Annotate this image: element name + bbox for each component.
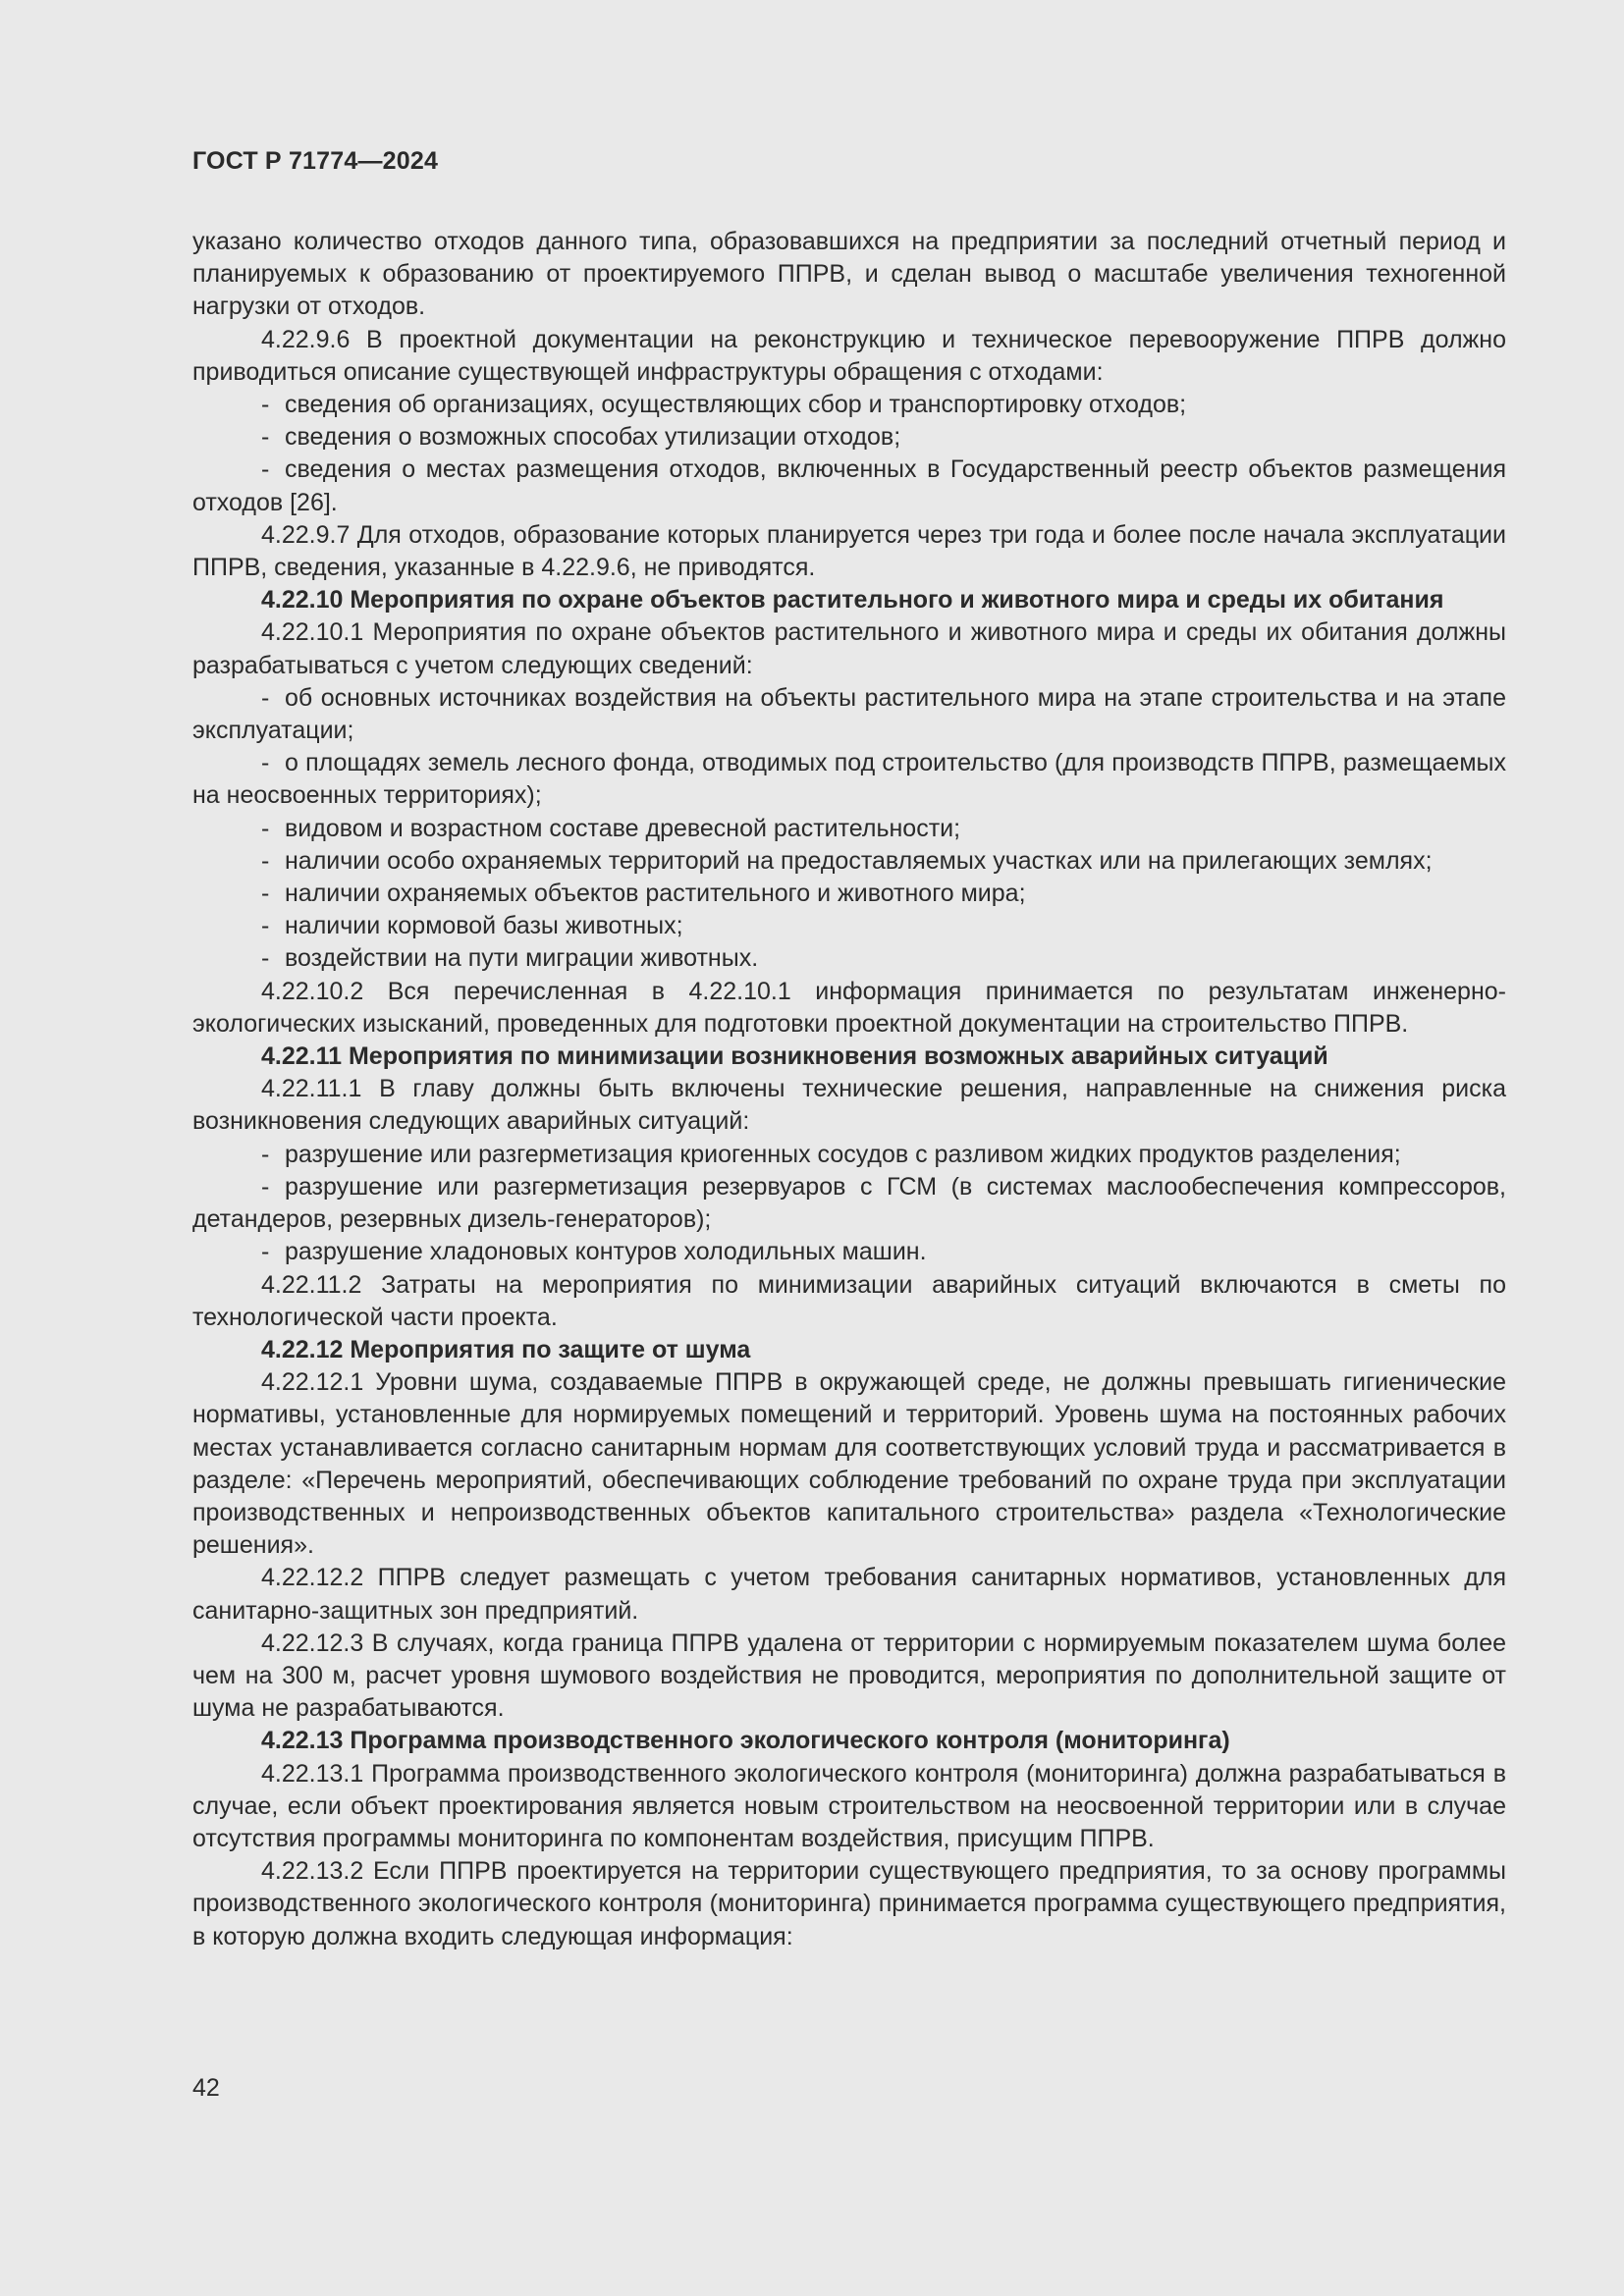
clause-paragraph: 4.22.10.1 Мероприятия по охране объектов растительного и животного мира и среды их обитания должны разрабатываться с учетом следующих сведений: bbox=[192, 618, 1506, 679]
section-heading: 4.22.10 Мероприятия по охране объектов растительного и животного мира и среды их обитания bbox=[261, 586, 1444, 614]
list-item bbox=[192, 747, 1506, 812]
list-item-text: видовом и возрастном составе древесной растительности; bbox=[285, 814, 961, 842]
clause-paragraph: 4.22.10.2 Вся перечисленная в 4.22.10.1 информация принимается по результатам инженерно-экологических изысканий, проведенных для подготовки проектной документации на строительство ППРВ. bbox=[192, 977, 1506, 1038]
dash-bullet: - bbox=[261, 683, 270, 712]
list-item-text: разрушение или разгерметизация резервуаров с ГСМ (в системах маслообеспечения компрессоров, детандеров, резервных дизель-генераторов); bbox=[192, 1172, 1506, 1234]
list-item bbox=[192, 942, 1506, 975]
section-heading: 4.22.11 Мероприятия по минимизации возникновения возможных аварийных ситуаций bbox=[261, 1042, 1328, 1071]
list-item bbox=[192, 1139, 1506, 1171]
list-item-text: воздействии на пути миграции животных. bbox=[285, 944, 759, 973]
clause-paragraph: 4.22.11.2 Затраты на мероприятия по минимизации аварийных ситуаций включаются в сметы по технологической части проекта. bbox=[192, 1270, 1506, 1331]
list-item bbox=[192, 845, 1506, 878]
list-item bbox=[192, 682, 1506, 747]
clause-paragraph: 4.22.13.2 Если ППРВ проектируется на территории существующего предприятия, то за основу программы производственного экологического контроля (мониторинга) принимается программа существующего предприятия, в которую должна входить следующая информация: bbox=[192, 1857, 1506, 1950]
dash-bullet: - bbox=[261, 814, 270, 842]
clause-paragraph: 4.22.12.3 В случаях, когда граница ППРВ удалена от территории с нормируемым показателем шума более чем на 300 м, расчет уровня шумового воздействия не проводится, мероприятия по дополнительной защите от шума не разрабатываются. bbox=[192, 1629, 1506, 1723]
dash-bullet: - bbox=[261, 846, 270, 875]
list-item-text: разрушение хладоновых контуров холодильных машин. bbox=[285, 1238, 927, 1266]
list-item-text: сведения о местах размещения отходов, включенных в Государственный реестр объектов размещения отходов [26]. bbox=[192, 455, 1506, 516]
list-item-text: наличии охраняемых объектов растительного и животного мира; bbox=[285, 880, 1026, 908]
clause-paragraph: 4.22.9.7 Для отходов, образование которых планируется через три года и более после начала эксплуатации ППРВ, сведения, указанные в 4.22.9.6, не приводятся. bbox=[192, 520, 1506, 582]
list-item bbox=[192, 421, 1506, 454]
dash-bullet: - bbox=[261, 749, 270, 777]
list-item bbox=[192, 1171, 1506, 1236]
dash-bullet: - bbox=[261, 1172, 270, 1201]
section-heading: 4.22.12 Мероприятия по защите от шума bbox=[261, 1335, 751, 1363]
document-header: ГОСТ Р 71774—2024 bbox=[192, 147, 439, 175]
list-item bbox=[192, 878, 1506, 910]
clause-paragraph: 4.22.11.1 В главу должны быть включены технические решения, направленные на снижения риска возникновения следующих аварийных ситуаций: bbox=[192, 1075, 1506, 1136]
list-item-text: о площадях земель лесного фонда, отводимых под строительство (для производств ППРВ, размещаемых на неосвоенных территориях); bbox=[192, 749, 1506, 810]
clause-paragraph: 4.22.9.6 В проектной документации на реконструкцию и техническое перевооружение ППРВ должно приводиться описание существующей инфраструктуры обращения с отходами: bbox=[192, 325, 1506, 386]
dash-bullet: - bbox=[261, 912, 270, 940]
list-item-text: наличии особо охраняемых территорий на предоставляемых участках или на прилегающих землях; bbox=[285, 846, 1433, 875]
dash-bullet: - bbox=[261, 1140, 270, 1168]
dash-bullet: - bbox=[261, 455, 270, 484]
clause-paragraph: 4.22.13.1 Программа производственного экологического контроля (мониторинга) должна разрабатываться в случае, если объект проектирования является новым строительством на неосвоенной территории или в случае отсутствия программы мониторинга по компонентам воздействия, присущим ППРВ. bbox=[192, 1759, 1506, 1852]
dash-bullet: - bbox=[261, 423, 270, 452]
list-item bbox=[192, 389, 1506, 421]
dash-bullet: - bbox=[261, 880, 270, 908]
section-heading: 4.22.13 Программа производственного экологического контроля (мониторинга) bbox=[261, 1727, 1230, 1755]
dash-bullet: - bbox=[261, 391, 270, 419]
document-body bbox=[192, 226, 1506, 1953]
clause-paragraph: 4.22.12.1 Уровни шума, создаваемые ППРВ в окружающей среде, не должны превышать гигиенические нормативы, установленные для нормируемых помещений и территорий. Уровень шума на постоянных рабочих местах устанавливается согласно санитарным нормам для соответствующих условий труда и рассматривается в разделе: «Перечень мероприятий, обеспечивающих соблюдение требований по охране труда при эксплуатации производственных и непроизводственных объектов капитального строительства» раздела «Технологические решения». bbox=[192, 1368, 1506, 1560]
list-item bbox=[192, 454, 1506, 518]
page-number: 42 bbox=[192, 2074, 220, 2102]
list-item-text: об основных источниках воздействия на объекты растительного мира на этапе строительства и на этапе эксплуатации; bbox=[192, 683, 1506, 745]
list-item bbox=[192, 1236, 1506, 1268]
dash-bullet: - bbox=[261, 1238, 270, 1266]
list-item bbox=[192, 910, 1506, 942]
list-item-text: разрушение или разгерметизация криогенных сосудов с разливом жидких продуктов разделения; bbox=[285, 1140, 1401, 1168]
clause-paragraph: 4.22.12.2 ППРВ следует размещать с учетом требования санитарных нормативов, установленных для санитарно-защитных зон предприятий. bbox=[192, 1564, 1506, 1625]
list-item-text: сведения об организациях, осуществляющих сбор и транспортировку отходов; bbox=[285, 391, 1187, 419]
dash-bullet: - bbox=[261, 944, 270, 973]
list-item-text: сведения о возможных способах утилизации отходов; bbox=[285, 423, 901, 452]
list-item-text: наличии кормовой базы животных; bbox=[285, 912, 683, 940]
continued-paragraph: указано количество отходов данного типа, образовавшихся на предприятии за последний отчетный период и планируемых к образованию от проектируемого ППРВ, и сделан вывод о масштабе увеличения техногенной нагрузки от отходов. bbox=[192, 228, 1506, 321]
list-item bbox=[192, 813, 1506, 845]
